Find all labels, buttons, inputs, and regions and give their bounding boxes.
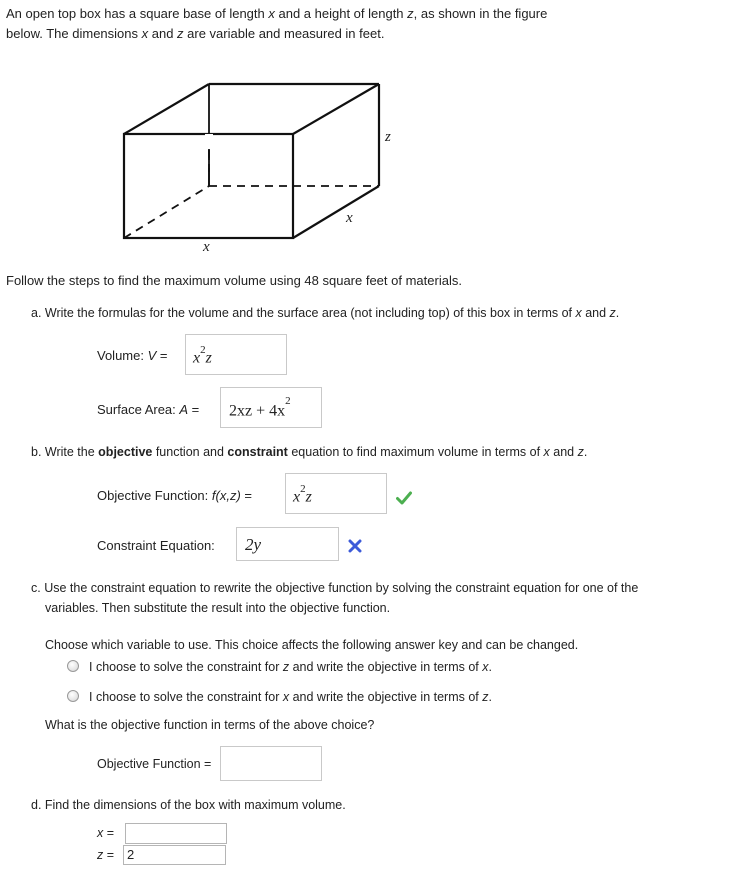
- surface-area-formula: $2xz + 4x^2$: [229, 395, 291, 420]
- volume-input[interactable]: [185, 334, 287, 375]
- intro-line-1: An open top box has a square base of length x and a height of length z, as shown in the figure: [6, 6, 548, 21]
- objective-label: Objective Function: f(x,z) =: [97, 488, 252, 503]
- intro-line-2: below. The dimensions x and z are variable and measured in feet.: [6, 26, 385, 41]
- part-c-prompt: c. Use the constraint equation to rewrite the objective function by solving the constraint equation for one of the variables. Then substitute the result into the objective function.: [31, 581, 639, 615]
- volume-formula: $x^2z$: [193, 344, 212, 367]
- label-z: z: [385, 129, 391, 145]
- objective-function-label: Objective Function =: [97, 757, 212, 771]
- box-top-right-edge: [293, 84, 379, 134]
- z-dimension-label: z =: [97, 848, 115, 862]
- option-solve-for-x[interactable]: I choose to solve the constraint for x and write the objective in terms of z.: [89, 690, 492, 704]
- x-dimension-input[interactable]: [125, 823, 227, 844]
- option-solve-for-z[interactable]: I choose to solve the constraint for z and write the objective in terms of x.: [89, 660, 492, 674]
- steps-heading: Follow the steps to find the maximum volume using 48 square feet of materials.: [6, 273, 462, 288]
- x-dimension-label: x =: [97, 826, 115, 840]
- objective-input[interactable]: [285, 473, 387, 514]
- choose-variable-text: Choose which variable to use. This choice affects the following answer key and can be changed.: [45, 638, 579, 652]
- part-b-prompt: b. Write the objective function and constraint equation to find maximum volume in terms of x and z.: [31, 445, 588, 459]
- surface-area-label: Surface Area: A =: [97, 402, 200, 417]
- surface-area-input[interactable]: [220, 387, 322, 428]
- check-icon: [396, 491, 412, 505]
- box-top-left-edge: [124, 84, 209, 134]
- box-figure: [0, 0, 735, 270]
- box-bottom-right-edge: [293, 186, 379, 238]
- constraint-label: Constraint Equation:: [97, 538, 215, 553]
- volume-label: Volume: V =: [97, 348, 168, 363]
- constraint-input[interactable]: [236, 527, 339, 561]
- objective-question: What is the objective function in terms of the above choice?: [45, 718, 375, 732]
- x-mark-icon: [348, 539, 362, 553]
- z-dimension-input[interactable]: 2: [123, 845, 226, 865]
- box-hidden-left-bottom: [124, 186, 209, 238]
- objective-formula: $x^2z$: [293, 483, 312, 506]
- radio-solve-for-z[interactable]: [67, 660, 79, 672]
- label-x-front: x: [203, 239, 210, 255]
- part-a-prompt: a. Write the formulas for the volume and the surface area (not including top) of this box in terms of x and z.: [31, 306, 620, 320]
- label-x-side: x: [346, 210, 353, 226]
- radio-solve-for-x[interactable]: [67, 690, 79, 702]
- part-d-prompt: d. Find the dimensions of the box with maximum volume.: [31, 798, 346, 812]
- constraint-value: 2y: [245, 535, 262, 554]
- box-gap-mask: [205, 134, 213, 149]
- objective-function-input[interactable]: [220, 746, 322, 781]
